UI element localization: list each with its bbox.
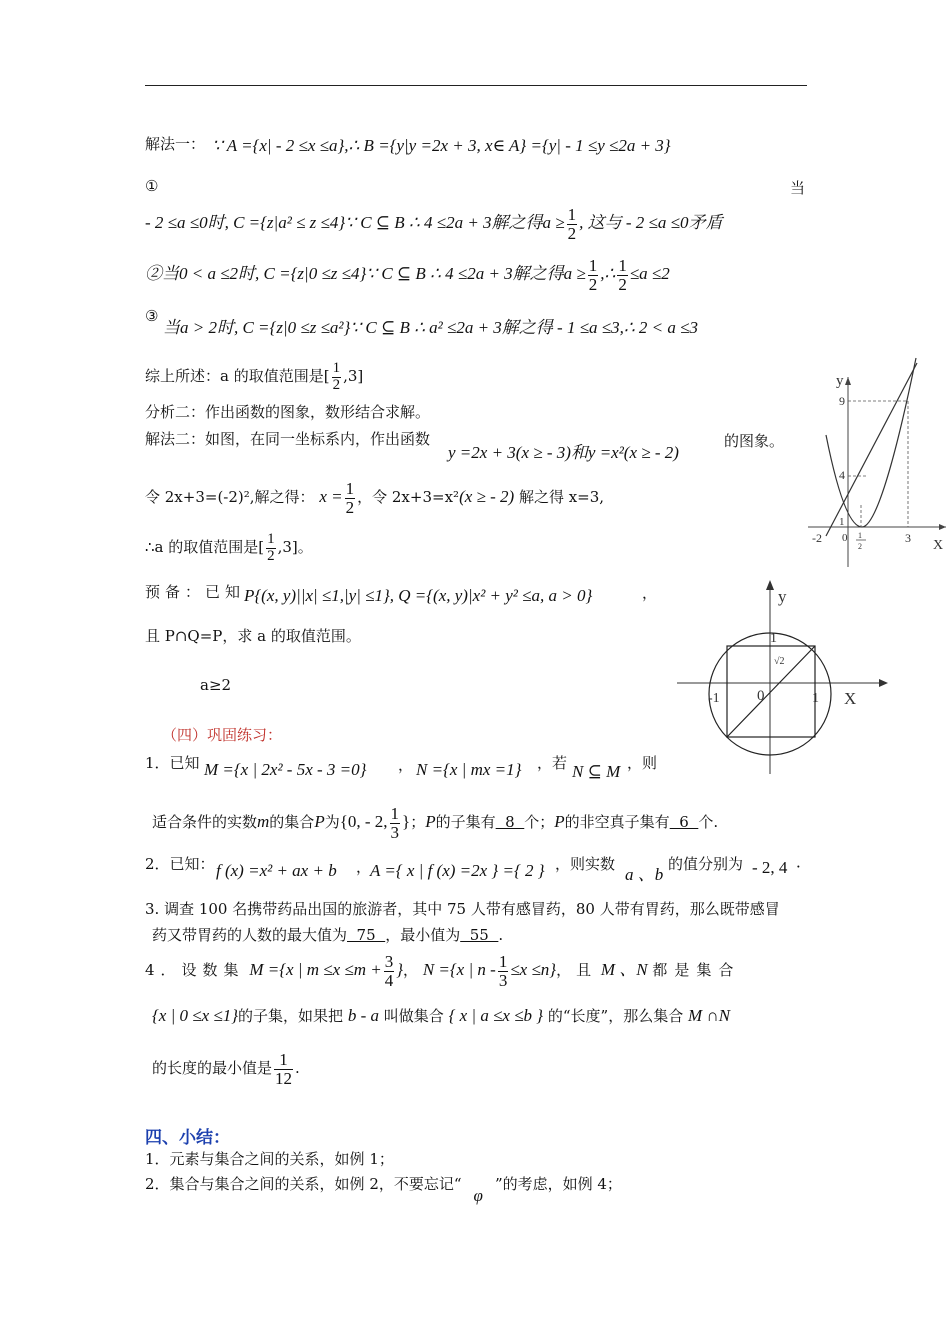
q4-text: 的子集，如果把: [238, 1007, 344, 1025]
q4-text: ，: [403, 961, 419, 979]
q4-length-expr: b - a: [347, 1006, 379, 1025]
fraction-numerator: 1: [498, 951, 508, 971]
q1-answer-close: }: [402, 812, 411, 831]
q4-set-M-close: }: [396, 960, 404, 979]
summary1-line: [145, 358, 363, 394]
q4-set-N-close: ≤x ≤n}: [510, 960, 557, 979]
q4-line2: [152, 1002, 730, 1030]
case1-fraction: [567, 206, 578, 243]
graph-square-circle: [672, 578, 902, 778]
case3-line: 当a > 2时, C ={z|0 ≤z ≤a²}∵ C ⊆ B ∴ a² ≤2a + 3解之得 - 1 ≤a ≤3,∴ 2 < a ≤3: [163, 318, 698, 337]
case2-mid: ,∴: [600, 264, 616, 283]
q1-set-M: M ={x | 2x² - 5x - 3 =0}: [204, 760, 367, 779]
fraction-numerator: 1: [588, 255, 598, 275]
solution1-line1: ∵ A ={x| - 2 ≤x ≤a},∴ B ={y|y =2x + 3, x∈ A} ={y| - 1 ≤y ≤2a + 3}: [212, 136, 671, 155]
fraction-numerator: 1: [274, 1051, 293, 1070]
fraction-denominator: 4: [384, 970, 394, 990]
q3-text: ，最小值为: [385, 926, 461, 944]
y-axis-label: y: [778, 587, 787, 606]
summary1-text-b: ,3]: [343, 367, 364, 385]
diagonal-line: [727, 646, 815, 737]
tick-label-neg1: -1: [708, 691, 720, 706]
q1-text: 个；: [524, 813, 555, 831]
q4-text: 叫做集合: [383, 1007, 444, 1025]
q1-text: 的非空真子集有: [564, 813, 670, 831]
q4-line1: [145, 948, 740, 992]
fraction-numerator: 1: [618, 255, 627, 275]
q3-answer-max: 75: [347, 926, 386, 944]
q4-fraction-3: [274, 1051, 293, 1088]
q1-fraction: [390, 805, 401, 842]
let-x: x =: [319, 487, 343, 506]
tick-label-0: 0: [757, 688, 765, 704]
q4-line3: [152, 1046, 300, 1090]
y-axis-arrow-icon: [766, 580, 774, 590]
q4-set-N: N ={x | n -: [422, 960, 496, 979]
q3-line2: [152, 924, 503, 945]
q3-line1: 3. 调查 100 名携带药品出国的旅游者，其中 75 人带有感冒药，80 人带有胃药，那么既带感冒: [145, 900, 780, 918]
case1-text-a: - 2 ≤a ≤0时, C ={z|a² ≤ z ≤4}∵ C ⊆ B ∴ 4 ≤2a + 3解之得a ≥: [145, 213, 565, 232]
solution2-conclusion: [145, 527, 313, 567]
summary1-text-a: 综上所述：a 的取值范围是[: [145, 367, 330, 385]
tick-label-1-top: 1: [770, 631, 777, 646]
analysis2: 分析二：作出函数的图象，数形结合求解。: [145, 403, 431, 421]
q4-text: 4．设数集: [145, 961, 245, 979]
empty-set-symbol: φ: [473, 1186, 483, 1205]
header-rule: [145, 85, 807, 86]
q1-subset: N ⊆ M: [572, 762, 621, 781]
solution2-intro: 解法二：如图，在同一坐标系内，作出函数: [145, 430, 431, 448]
q1-answer-set: {0, - 2,: [339, 812, 388, 831]
q4-fraction-2: [498, 953, 509, 990]
let-condition: (x ≥ - 2): [459, 487, 515, 506]
q4-text: 的“长度”，那么集合: [547, 1007, 684, 1025]
fraction-denominator: 2: [267, 547, 275, 564]
q1-line2: [152, 800, 718, 844]
tick-label-neg2: -2: [812, 531, 822, 545]
case2-line: [145, 254, 670, 294]
q1-text: 的集合: [269, 813, 315, 831]
case2-fraction-2: [617, 257, 628, 294]
q4-text: 的长度的最小值是: [152, 1059, 273, 1077]
q1-comma: ，: [398, 756, 414, 774]
tick-label-0: 0: [842, 532, 848, 544]
q1-text: 个.: [698, 813, 719, 831]
fraction-denominator: 2: [618, 274, 627, 294]
fraction-numerator: 3: [384, 951, 394, 971]
q1-var-P: P: [425, 812, 436, 831]
x-axis-label: X: [933, 538, 944, 553]
practice-heading: （四）巩固练习：: [162, 726, 283, 744]
x-axis-arrow-icon: [879, 679, 888, 687]
fraction-denominator: 3: [498, 970, 508, 990]
summary-item-2-text: 2．集合与集合之间的关系，如例 2，不要忘记“: [145, 1175, 462, 1193]
tick-label-half-den: 2: [858, 542, 862, 551]
sqrt2-label: √2: [774, 656, 785, 667]
fraction-numerator: 1: [345, 478, 355, 498]
q1-text: ；: [410, 813, 426, 831]
graph-line-parabola: [800, 355, 950, 570]
q1-prefix: 1．已知: [145, 754, 200, 772]
q4-text: .: [295, 1059, 300, 1077]
fraction-denominator: 2: [345, 497, 355, 517]
q4-text: ，且: [556, 961, 597, 979]
q1-then: ，则: [627, 754, 658, 772]
fraction-denominator: 2: [567, 223, 577, 243]
q2-answer: - 2, 4: [752, 858, 788, 877]
case1-line: [145, 203, 722, 243]
conclusion-text-a: ∴a 的取值范围是[: [145, 538, 265, 556]
prep-answer: a≥2: [200, 676, 232, 694]
q2-text-2: 的值分别为: [668, 855, 744, 873]
tick-label-1-right: 1: [812, 691, 819, 706]
let-text-b: ，令 2x+3=x²: [357, 488, 460, 506]
tick-label-1: 1: [839, 516, 845, 528]
fraction-numerator: 1: [332, 359, 341, 376]
summary-item-2-text: ”的考虑，如例 4；: [494, 1175, 622, 1193]
q2-prefix: 2．已知：: [145, 855, 215, 873]
q1-set-N: N ={x | mx =1}: [416, 760, 522, 779]
q1-text: 为: [324, 813, 340, 831]
q3-text: .: [498, 926, 504, 944]
q2-set-A: A ={ x | f (x) =2x } ={ 2 }: [370, 861, 545, 880]
summary-item-1: 1．元素与集合之间的关系，如例 1；: [145, 1150, 394, 1168]
q2-vars: a 、b: [625, 865, 664, 884]
q2-function: f (x) =x² + ax + b: [216, 861, 337, 880]
solution1-intro: 解法一：: [145, 135, 206, 153]
conclusion-fraction: [266, 532, 276, 565]
case1-right-word: 当: [790, 179, 806, 197]
q1-if: ，若: [537, 754, 568, 772]
x-axis-arrow-icon: [939, 524, 946, 530]
prep-formula: P{(x, y)||x| ≤1,|y| ≤1}, Q ={(x, y)|x² + y² ≤a, a > 0}: [244, 586, 593, 605]
fraction-numerator: 1: [267, 530, 275, 547]
q4-fraction-1: [384, 953, 395, 990]
summary1-fraction: [332, 361, 342, 394]
q1-var-P: P: [554, 812, 565, 831]
tick-label-half-num: 1: [858, 531, 862, 540]
prep-label: 预备：已知: [145, 583, 246, 601]
q2-text: ，则实数: [555, 855, 616, 873]
q1-answer-subsets: 8: [495, 813, 525, 831]
y-axis-arrow-icon: [845, 377, 851, 385]
y-axis-label: y: [836, 373, 844, 389]
q3-text: 药又带胃药的人数的最大值为: [152, 926, 348, 944]
q2-comma: ，: [356, 858, 372, 876]
q1-var-m: m: [257, 812, 270, 831]
q1-answer-proper-subsets: 6: [669, 813, 699, 831]
let-fraction: [345, 480, 356, 517]
q4-text: 都是集合: [652, 961, 741, 979]
x-axis-label: X: [844, 689, 857, 708]
q1-var-P: P: [314, 812, 325, 831]
q3-answer-min: 55: [460, 926, 499, 944]
summary-heading: 四、小结：: [145, 1128, 230, 1148]
case2-fraction-1: [588, 257, 599, 294]
fraction-denominator: 12: [275, 1068, 293, 1088]
q1-text: 适合条件的实数: [152, 813, 258, 831]
tick-label-4: 4: [839, 468, 845, 482]
summary-item-2: [145, 1173, 622, 1205]
let-text-d: 解之得 x=3,: [518, 488, 605, 506]
tick-label-9: 9: [839, 394, 845, 408]
let-text-a: 令 2x+3=(-2)²,解之得：: [145, 488, 315, 506]
q4-intersection: M ∩N: [688, 1006, 731, 1025]
prep-line2: 且 P∩Q=P，求 a 的取值范围。: [145, 627, 361, 645]
fraction-numerator: 1: [390, 803, 400, 823]
solution2-tail: 的图象。: [724, 432, 785, 450]
fraction-denominator: 2: [332, 376, 341, 393]
case2-text-a: ②当0 < a ≤2时, C ={z|0 ≤z ≤4}∵ C ⊆ B ∴ 4 ≤2a + 3解之得a ≥: [145, 264, 586, 283]
q4-interval-set: { x | a ≤x ≤b }: [448, 1006, 544, 1025]
q4-universe-set: {x | 0 ≤x ≤1}: [152, 1006, 239, 1025]
q4-vars: M 、N: [600, 960, 648, 979]
conclusion-text-b: ,3]。: [277, 538, 313, 556]
case3-label: ③: [145, 307, 159, 325]
case2-text-b: ≤a ≤2: [629, 264, 670, 283]
case1-label: ①: [145, 177, 159, 195]
fraction-numerator: 1: [567, 204, 577, 224]
q1-text: 的子集有: [435, 813, 496, 831]
solution2-formula: y =2x + 3(x ≥ - 3)和y =x²(x ≥ - 2): [448, 443, 679, 462]
case1-text-b: , 这与 - 2 ≤a ≤0矛盾: [579, 213, 723, 232]
solution2-let-line: [145, 475, 604, 519]
fraction-denominator: 2: [588, 274, 598, 294]
q4-set-M: M ={x | m ≤x ≤m +: [249, 960, 382, 979]
tick-label-3: 3: [905, 531, 911, 545]
prep-comma: ，: [642, 584, 658, 602]
q2-dot: ·: [796, 857, 801, 876]
fraction-denominator: 3: [390, 822, 400, 842]
